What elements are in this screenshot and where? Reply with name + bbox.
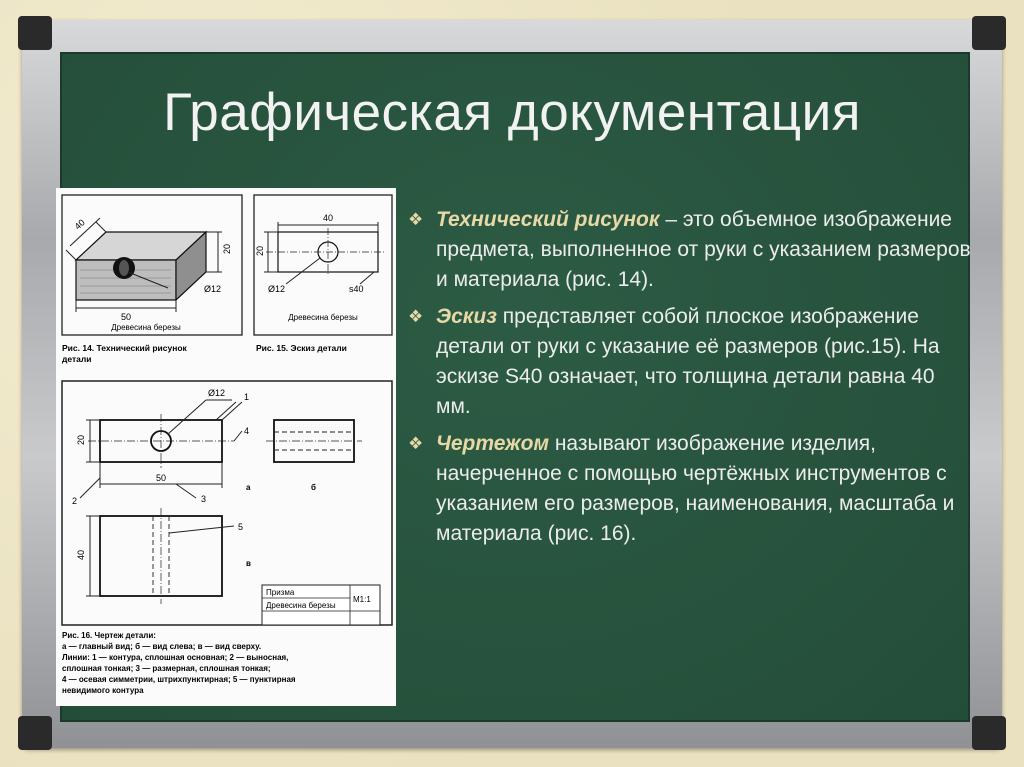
fig14-material: Древесина березы [111, 323, 181, 332]
fig14-dim-d12: Ø12 [204, 284, 222, 294]
bullet-text: представляет собой плоское изображение детали от руки с указание её размеров (рис.15). На эскизе S40 означает, что толщина детали равна 40 мм. [436, 305, 940, 418]
bullet-item [408, 205, 973, 295]
fig15-panel [254, 195, 392, 353]
fig15-dim-s40: s40 [349, 284, 364, 294]
fig16-view-b: б [311, 483, 316, 492]
fig16-dim-40: 40 [76, 549, 86, 560]
bullet-item [408, 429, 973, 549]
frame-corner-top-left [18, 16, 52, 50]
fig16-dim-20: 20 [76, 434, 86, 445]
diamond-bullet-icon: ❖ [408, 434, 424, 453]
bullet-item [408, 302, 973, 422]
fig16-caption-1: а — главный вид; б — вид слева; в — вид сверху. [62, 642, 262, 651]
drawing-svg [56, 188, 396, 706]
fig14-caption-2: детали [62, 354, 92, 364]
fig14-panel [62, 195, 242, 364]
fig15-dim-40: 40 [322, 213, 334, 223]
diamond-bullet-icon: ❖ [408, 210, 424, 229]
fig14-dim-50: 50 [120, 312, 132, 322]
fig15-dim-d12: Ø12 [268, 284, 286, 294]
bullet-list [408, 205, 973, 556]
frame-corner-top-right [972, 16, 1006, 50]
bullet-term: Технический рисунок [436, 208, 660, 231]
fig16-n2: 2 [72, 496, 78, 506]
fig15-material: Древесина березы [288, 313, 358, 322]
diamond-bullet-icon: ❖ [408, 307, 424, 326]
fig16-scale: М1:1 [353, 595, 371, 604]
fig14-dim-20: 20 [222, 243, 232, 254]
fig16-n1: 1 [244, 392, 250, 402]
fig15-dim-20: 20 [255, 245, 265, 256]
bullet-term: Чертежом [436, 432, 549, 455]
slide-title: Графическая документация [163, 83, 861, 142]
fig16-n4: 4 [244, 426, 250, 436]
fig16-view-c: в [246, 559, 251, 568]
frame-corner-bottom-right [972, 716, 1006, 750]
bullet-text: – это объемное изображение предмета, выполненное от руки с указанием размеров и материала (рис. 14). [436, 208, 971, 291]
fig16-title-material: Древесина березы [266, 601, 336, 610]
fig16-caption-3: сплошная тонкая; 3 — размерная, сплошная тонкая; [62, 664, 271, 673]
frame-corner-bottom-left [18, 716, 52, 750]
fig16-caption-4: 4 — осевая симметрии, штрихпунктирная; 5 — пунктирная [62, 675, 296, 684]
fig16-caption-0: Рис. 16. Чертеж детали: [62, 631, 156, 640]
fig15-caption: Рис. 15. Эскиз детали [256, 343, 347, 353]
bullet-term: Эскиз [436, 305, 497, 328]
fig16-panel [62, 381, 392, 695]
fig16-dim-50: 50 [155, 473, 167, 483]
fig14-dim-40: 40 [72, 217, 87, 232]
fig16-title-name: Призма [266, 588, 295, 597]
fig16-view-a: а [246, 483, 251, 492]
fig14-caption: Рис. 14. Технический рисунок [62, 343, 187, 353]
fig16-n5: 5 [238, 522, 244, 532]
fig16-d12: Ø12 [208, 388, 226, 398]
bullet-text: называют изображение изделия, начерченное с помощью чертёжных инструментов с указанием его размеров, наименования, масштаба и материала (рис. 16). [436, 432, 955, 545]
fig16-caption-2: Линии: 1 — контура, сплошная основная; 2 — выносная, [62, 653, 289, 662]
drawing-figure [56, 188, 396, 706]
fig16-caption-5: невидимого контура [62, 686, 144, 695]
fig16-n3: 3 [201, 494, 207, 504]
